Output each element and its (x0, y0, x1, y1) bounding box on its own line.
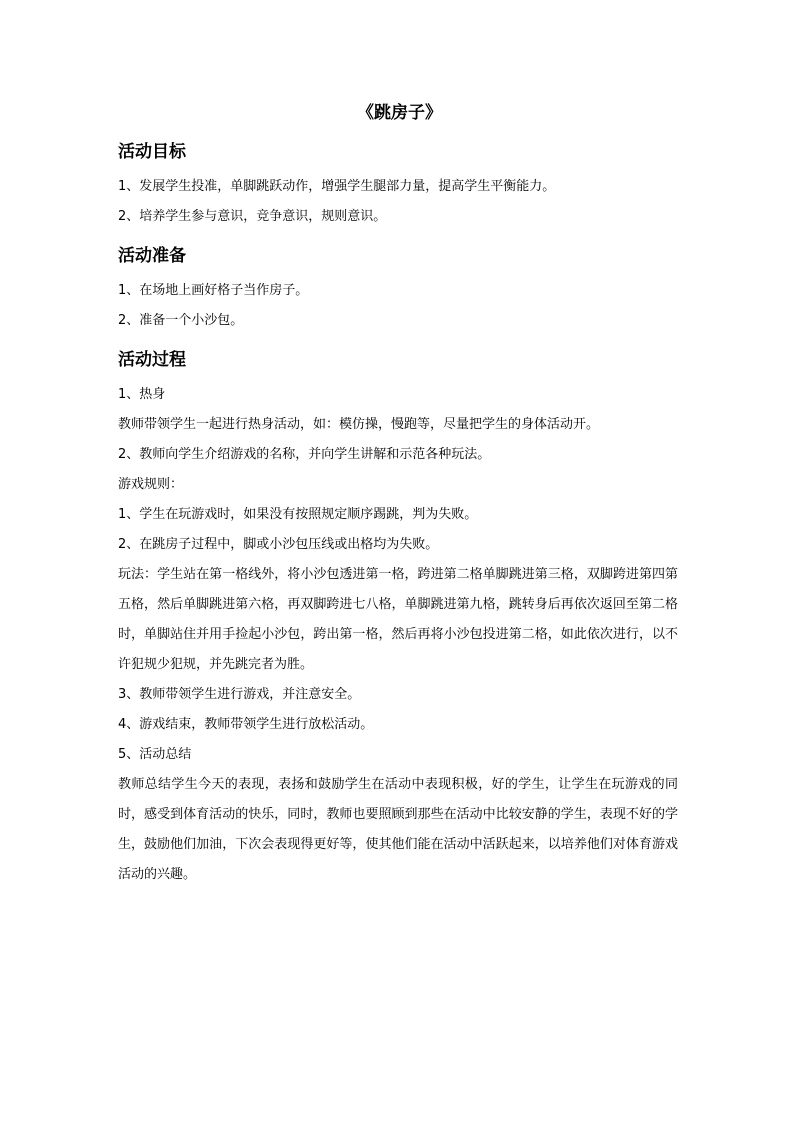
process-line: 2、教师向学生介绍游戏的名称，并向学生讲解和示范各种玩法。 (118, 447, 491, 462)
section-heading-process: 活动过程 (118, 350, 186, 370)
process-line: 2、在跳房子过程中，脚或小沙包压线或出格均为失败。 (118, 537, 439, 552)
goal-item: 1、发展学生投准，单脚跳跃动作，增强学生腿部力量，提高学生平衡能力。 (118, 179, 556, 194)
process-line: 3、教师带领学生进行游戏，并注意安全。 (118, 687, 361, 702)
play-rules-paragraph: 玩法：学生站在第一格线外，将小沙包透进第一格，跨进第二格单脚跳进第三格，双脚跨进第四第五格，然后单脚跳进第六格，再双脚跨进七八格，单脚跳进第九格，跳转身后再依次返回至第二格时，单脚站住并用手捡起小沙包，跨出第一格，然后再将小沙包投进第二格，如此依次进行，以不许犯规少犯规，并先跳完者为胜。 (118, 567, 678, 672)
process-line: 4、游戏结束，教师带领学生进行放松活动。 (118, 717, 374, 732)
goal-item: 2、培养学生参与意识，竞争意识，规则意识。 (118, 209, 387, 224)
summary-paragraph: 教师总结学生今天的表现，表扬和鼓励学生在活动中表现积极，好的学生，让学生在玩游戏的同时，感受到体育活动的快乐，同时，教师也要照顾到那些在活动中比较安静的学生，表现不好的学生，鼓励他们加油，下次会表现得更好等，使其他们能在活动中活跃起来，以培养他们对体育游戏活动的兴趣。 (118, 777, 678, 882)
process-line: 游戏规则： (118, 477, 184, 492)
section-heading-prep: 活动准备 (118, 246, 186, 266)
document-page (118, 100, 678, 890)
prep-item: 1、在场地上画好格子当作房子。 (118, 283, 309, 298)
process-line: 1、热身 (118, 387, 166, 402)
process-line: 教师带领学生一起进行热身活动，如：模仿操，慢跑等，尽量把学生的身体活动开。 (118, 417, 600, 432)
prep-item: 2、准备一个小沙包。 (118, 313, 244, 328)
page-title: 《跳房子》 (357, 103, 442, 123)
section-heading-goals: 活动目标 (118, 142, 186, 162)
process-line: 5、活动总结 (118, 747, 192, 762)
process-line: 1、学生在玩游戏时，如果没有按照规定顺序踢跳，判为失败。 (118, 507, 478, 522)
